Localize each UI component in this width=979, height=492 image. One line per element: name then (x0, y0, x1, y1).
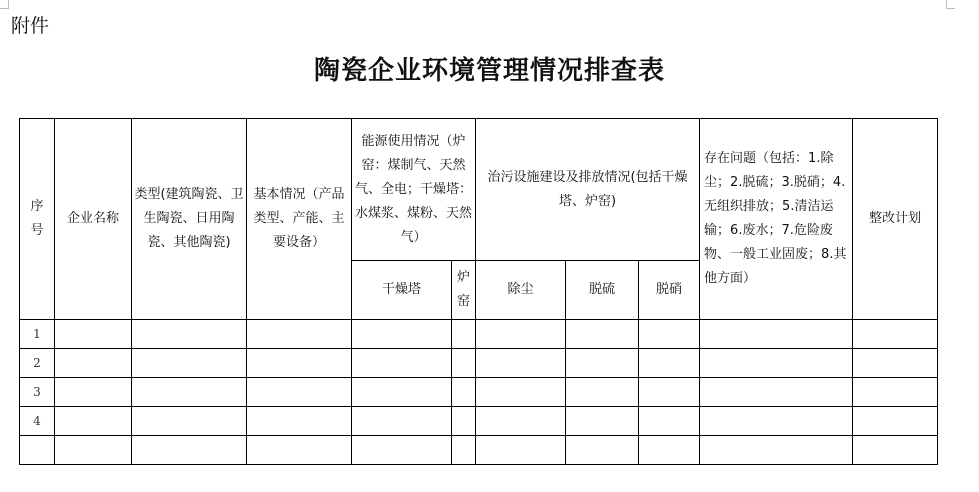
table-row (20, 320, 938, 349)
row-number: 3 (20, 378, 55, 407)
page-corner-mark-right (946, 0, 955, 9)
header-row-1 (20, 119, 938, 261)
row-number: 2 (20, 349, 55, 378)
header-dust-removal: 除尘 (476, 261, 566, 320)
inspection-table (19, 118, 938, 465)
row-number: 4 (20, 407, 55, 436)
table-row (20, 436, 938, 465)
header-issues: 存在问题（包括：1.除尘；2.脱硫；3.脱硝；4.无组织排放；5.清洁运输；6.废水；7.危险废物、一般工业固废；8.其他方面） (700, 119, 853, 320)
row-number (20, 436, 55, 465)
table-row (20, 407, 938, 436)
header-seq-label: 序号 (30, 199, 44, 238)
header-pollution-facilities: 治污设施建设及排放情况(包括干燥塔、炉窑) (476, 119, 700, 261)
table-row (20, 349, 938, 378)
table-row (20, 378, 938, 407)
header-type: 类型(建筑陶瓷、卫生陶瓷、日用陶瓷、其他陶瓷) (132, 119, 247, 320)
attachment-label: 附件 (11, 15, 50, 37)
header-rectification-plan: 整改计划 (853, 119, 938, 320)
row-number: 1 (20, 320, 55, 349)
header-energy-kiln (452, 261, 476, 320)
header-energy-dryer: 干燥塔 (352, 261, 452, 320)
header-seq (20, 119, 55, 320)
header-denitrification: 脱硝 (639, 261, 700, 320)
header-company: 企业名称 (55, 119, 132, 320)
page-title: 陶瓷企业环境管理情况排查表 (313, 56, 665, 86)
header-desulfurization: 脱硫 (566, 261, 639, 320)
header-basic-info: 基本情况（产品类型、产能、主要设备） (247, 119, 352, 320)
header-energy-kiln-label: 炉窑 (456, 270, 470, 309)
page-corner-mark-left (0, 0, 9, 9)
header-energy-use: 能源使用情况（炉窑：煤制气、天然气、全电；干燥塔：水煤浆、煤粉、天然气） (352, 119, 476, 261)
